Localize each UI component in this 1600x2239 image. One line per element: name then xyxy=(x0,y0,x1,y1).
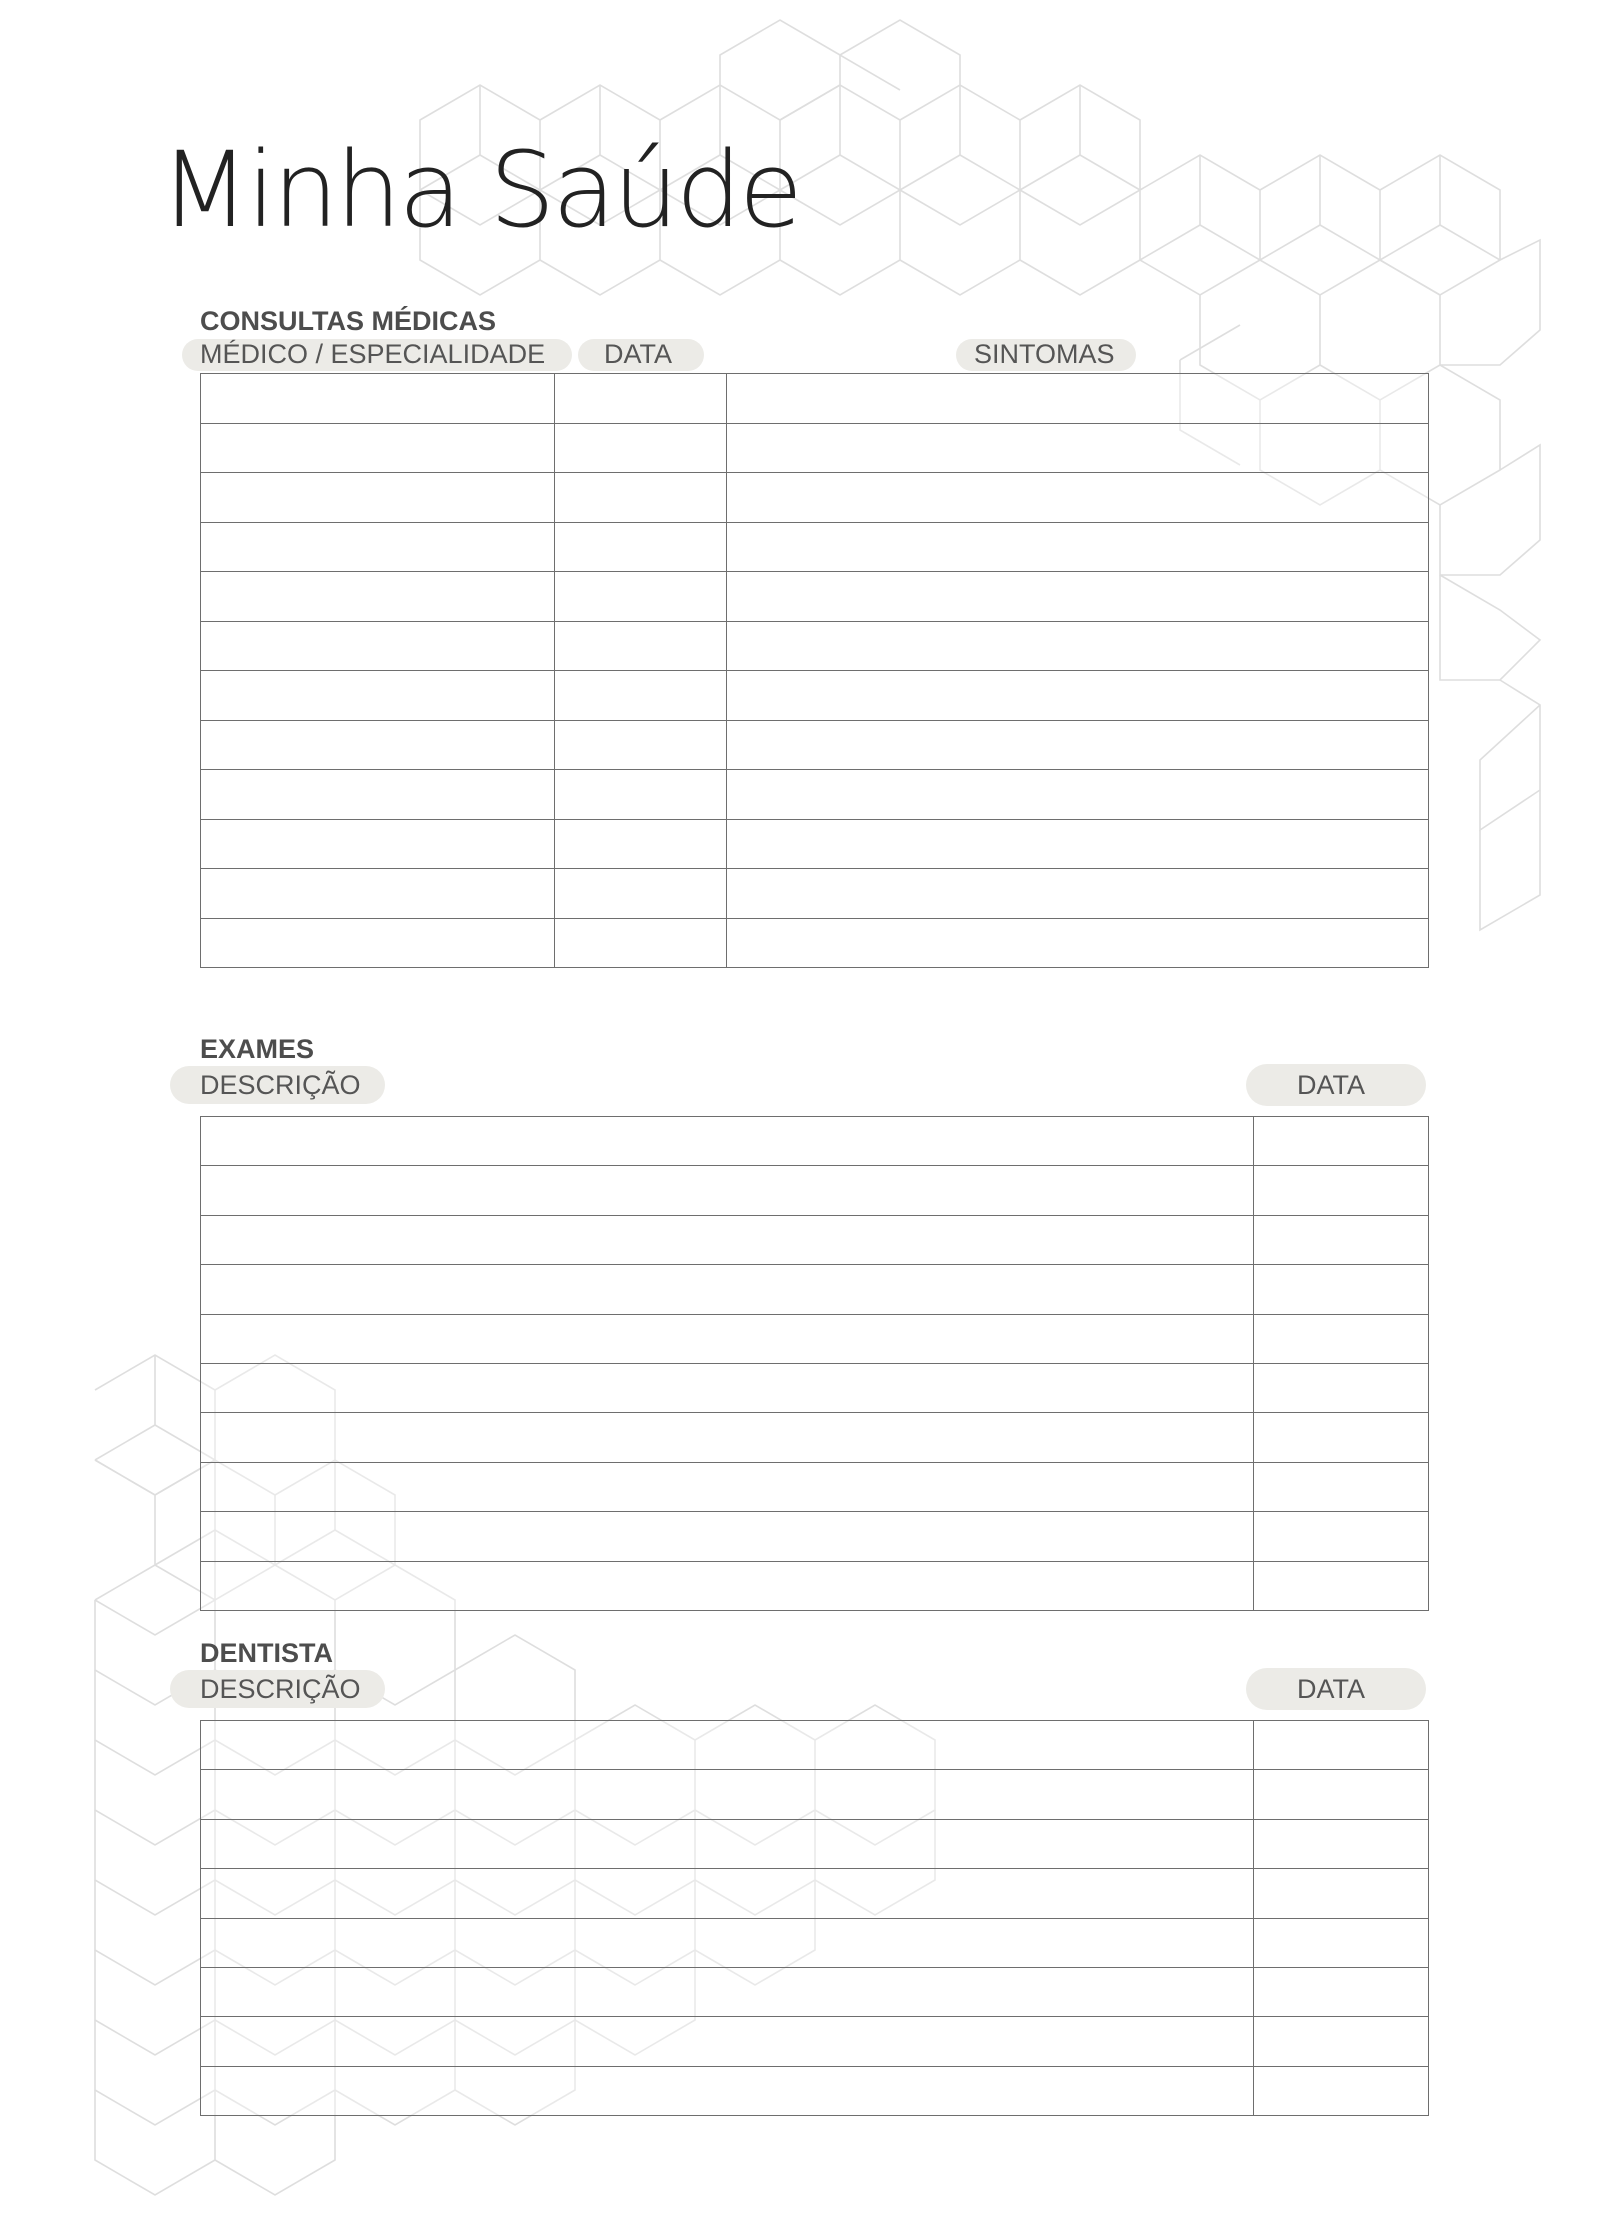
table-cell[interactable] xyxy=(201,1770,1254,1819)
table-cell[interactable] xyxy=(1254,1819,1429,1868)
table-cell[interactable] xyxy=(201,1918,1254,1967)
table-cell[interactable] xyxy=(201,2066,1254,2115)
table-cell[interactable] xyxy=(727,621,1429,671)
table-cell[interactable] xyxy=(201,1215,1254,1264)
table-row xyxy=(201,1215,1429,1264)
table-cell[interactable] xyxy=(727,473,1429,523)
table-cell[interactable] xyxy=(201,770,555,820)
table-cell[interactable] xyxy=(1254,1166,1429,1215)
table-row xyxy=(201,572,1429,622)
table-row xyxy=(201,2066,1429,2115)
table-cell[interactable] xyxy=(201,1869,1254,1918)
table-cell[interactable] xyxy=(1254,1215,1429,1264)
table-cell[interactable] xyxy=(1254,1117,1429,1166)
table-row xyxy=(201,1819,1429,1868)
table-row xyxy=(201,374,1429,424)
table-cell[interactable] xyxy=(727,423,1429,473)
table-cell[interactable] xyxy=(1254,1561,1429,1610)
table-cell[interactable] xyxy=(555,918,727,968)
table-cell[interactable] xyxy=(555,473,727,523)
table-cell[interactable] xyxy=(201,473,555,523)
table-row xyxy=(201,621,1429,671)
column-label-descricao: DESCRIÇÃO xyxy=(200,1674,361,1704)
table-row xyxy=(201,1967,1429,2016)
page-title: Minha Saúde xyxy=(160,129,800,251)
table-row xyxy=(201,2017,1429,2066)
table-row xyxy=(201,671,1429,721)
table-cell[interactable] xyxy=(201,522,555,572)
table-cell[interactable] xyxy=(555,869,727,919)
table-cell[interactable] xyxy=(201,869,555,919)
table-cell[interactable] xyxy=(201,1363,1254,1412)
table-row xyxy=(201,1512,1429,1561)
table-cell[interactable] xyxy=(1254,1869,1429,1918)
table-cell[interactable] xyxy=(727,572,1429,622)
table-cell[interactable] xyxy=(1254,1363,1429,1412)
table-cell[interactable] xyxy=(201,1462,1254,1511)
table-cell[interactable] xyxy=(727,522,1429,572)
column-label-medico: MÉDICO / ESPECIALIDADE xyxy=(200,339,546,369)
column-label-data: DATA xyxy=(1297,1674,1366,1704)
dentista-table xyxy=(200,1720,1429,2116)
table-cell[interactable] xyxy=(201,1721,1254,1770)
table-row xyxy=(201,1918,1429,1967)
table-cell[interactable] xyxy=(201,374,555,424)
exames-table xyxy=(200,1116,1429,1611)
table-cell[interactable] xyxy=(201,1967,1254,2016)
consultas-table xyxy=(200,373,1429,968)
table-cell[interactable] xyxy=(201,1314,1254,1363)
table-cell[interactable] xyxy=(201,572,555,622)
table-row xyxy=(201,720,1429,770)
table-row xyxy=(201,918,1429,968)
table-cell[interactable] xyxy=(555,720,727,770)
table-row xyxy=(201,869,1429,919)
section-title-consultas: CONSULTAS MÉDICAS xyxy=(200,306,496,336)
table-cell[interactable] xyxy=(201,671,555,721)
table-cell[interactable] xyxy=(555,374,727,424)
column-label-sintomas: SINTOMAS xyxy=(974,339,1115,369)
table-row xyxy=(201,1721,1429,1770)
table-cell[interactable] xyxy=(201,423,555,473)
table-cell[interactable] xyxy=(555,770,727,820)
table-cell[interactable] xyxy=(555,621,727,671)
table-cell[interactable] xyxy=(555,423,727,473)
table-cell[interactable] xyxy=(1254,1770,1429,1819)
table-cell[interactable] xyxy=(1254,2066,1429,2115)
table-cell[interactable] xyxy=(555,819,727,869)
table-cell[interactable] xyxy=(1254,1512,1429,1561)
table-row xyxy=(201,1314,1429,1363)
table-cell[interactable] xyxy=(201,819,555,869)
table-row xyxy=(201,423,1429,473)
table-row xyxy=(201,473,1429,523)
table-cell[interactable] xyxy=(1254,1314,1429,1363)
table-cell[interactable] xyxy=(555,522,727,572)
table-cell[interactable] xyxy=(727,819,1429,869)
table-cell[interactable] xyxy=(201,1413,1254,1462)
table-cell[interactable] xyxy=(727,770,1429,820)
section-title-dentista: DENTISTA xyxy=(200,1638,333,1668)
table-cell[interactable] xyxy=(201,2017,1254,2066)
table-row xyxy=(201,1413,1429,1462)
table-row xyxy=(201,819,1429,869)
table-cell[interactable] xyxy=(555,671,727,721)
table-row xyxy=(201,1166,1429,1215)
table-cell[interactable] xyxy=(1254,1918,1429,1967)
table-cell[interactable] xyxy=(1254,1462,1429,1511)
table-cell[interactable] xyxy=(201,1561,1254,1610)
column-label-data: DATA xyxy=(604,339,673,369)
table-cell[interactable] xyxy=(1254,1721,1429,1770)
table-cell[interactable] xyxy=(201,1166,1254,1215)
table-row xyxy=(201,1462,1429,1511)
table-cell[interactable] xyxy=(727,720,1429,770)
table-cell[interactable] xyxy=(201,720,555,770)
column-label-data: DATA xyxy=(1297,1070,1366,1100)
table-cell[interactable] xyxy=(727,671,1429,721)
table-cell[interactable] xyxy=(201,1512,1254,1561)
table-cell[interactable] xyxy=(727,869,1429,919)
table-cell[interactable] xyxy=(201,1819,1254,1868)
table-row xyxy=(201,1770,1429,1819)
table-row xyxy=(201,1265,1429,1314)
table-cell[interactable] xyxy=(201,1117,1254,1166)
table-cell[interactable] xyxy=(727,374,1429,424)
table-cell[interactable] xyxy=(201,918,555,968)
table-cell[interactable] xyxy=(555,572,727,622)
table-cell[interactable] xyxy=(1254,1967,1429,2016)
table-row xyxy=(201,1363,1429,1412)
table-cell[interactable] xyxy=(1254,1413,1429,1462)
table-cell[interactable] xyxy=(201,1265,1254,1314)
table-row xyxy=(201,1869,1429,1918)
table-row xyxy=(201,770,1429,820)
table-row xyxy=(201,1117,1429,1166)
table-cell[interactable] xyxy=(1254,2017,1429,2066)
section-title-exames: EXAMES xyxy=(200,1034,315,1064)
table-cell[interactable] xyxy=(1254,1265,1429,1314)
table-row xyxy=(201,1561,1429,1610)
table-row xyxy=(201,522,1429,572)
table-cell[interactable] xyxy=(727,918,1429,968)
column-label-descricao: DESCRIÇÃO xyxy=(200,1070,361,1100)
table-cell[interactable] xyxy=(201,621,555,671)
